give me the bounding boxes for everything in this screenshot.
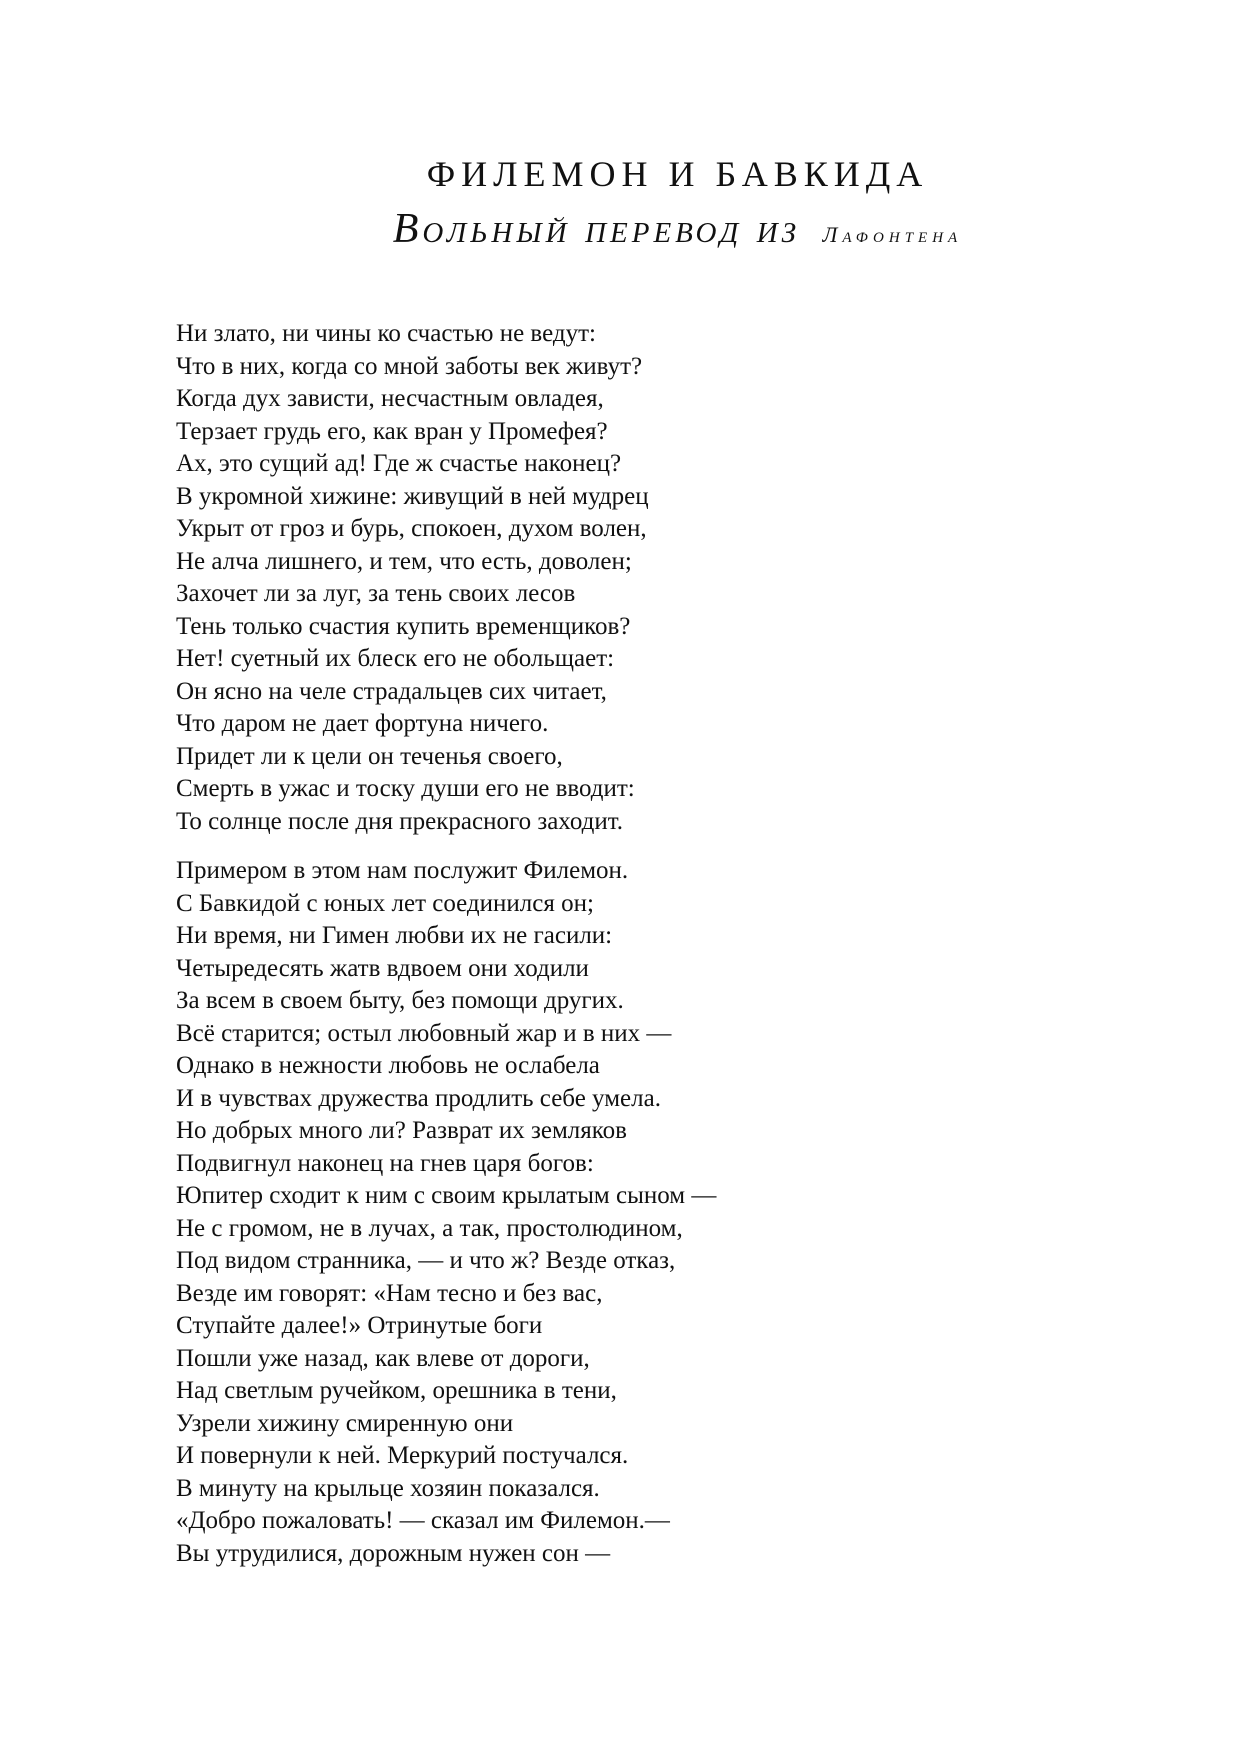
title-block: [0, 150, 1240, 260]
poem-line: Однако в нежности любовь не ослабела: [176, 1052, 600, 1079]
poem-line: Везде им говорят: «Нам тесно и без вас,: [176, 1279, 603, 1307]
poem-line: Что даром не дает фортуна ничего.: [176, 710, 549, 737]
poem-line: Не алча лишнего, и тем, что есть, доволен;: [176, 547, 632, 575]
poem-line: Пошли уже назад, как влеве от дороги,: [176, 1344, 590, 1372]
stanza-1: [176, 318, 1076, 838]
poem-line: И повернули к ней. Меркурий постучался.: [176, 1442, 629, 1469]
poem-line: Вы утрудилися, дорожным нужен сон —: [176, 1539, 611, 1567]
poem-line: Под видом странника, — и что ж? Везде отказ,: [176, 1247, 676, 1274]
poem-line: Захочет ли за луг, за тень своих лесов: [176, 580, 576, 607]
poem-line: Ступайте далее!» Отринутые боги: [176, 1312, 543, 1339]
poem-line: Не с громом, не в лучах, а так, простолюдином,: [176, 1214, 683, 1242]
subtitle-author: Лафонтена: [822, 222, 963, 247]
poem-line: И в чувствах дружества продлить себе умела.: [176, 1084, 661, 1112]
stanza-2: [176, 855, 1076, 1570]
poem-line: Придет ли к цели он теченья своего,: [176, 742, 563, 770]
poem-line: За всем в своем быту, без помощи других.: [176, 987, 624, 1014]
poem-title: ФИЛЕМОН И БАВКИДА: [426, 154, 929, 194]
poem-line: Над светлым ручейком, орешника в тени,: [176, 1377, 617, 1404]
poem-line: Юпитер сходит к ним с своим крылатым сыном —: [176, 1182, 717, 1209]
subtitle-text: Вольный перевод из: [392, 206, 800, 252]
poem-line: Ах, это сущий ад! Где ж счастье наконец?: [176, 450, 622, 477]
poem-line: Он ясно на челе страдальцев сих читает,: [176, 677, 607, 705]
poem-line: Всё старится; остыл любовный жар и в них —: [176, 1019, 672, 1047]
poem-line: В минуту на крыльце хозяин показался.: [176, 1474, 600, 1502]
poem-subtitle: [115, 204, 1240, 260]
poem-line: Что в них, когда со мной заботы век живут?: [176, 352, 643, 380]
poem-line: С Бавкидой с юных лет соединился он;: [176, 889, 594, 917]
poem-line: Укрыт от гроз и бурь, спокоен, духом волен,: [176, 515, 647, 542]
poem-line: Примером в этом нам послужит Филемон.: [176, 857, 629, 884]
poem-line: Подвигнул наконец на гнев царя богов:: [176, 1149, 594, 1177]
poem-line: В укромной хижине: живущий в ней мудрец: [176, 482, 649, 510]
poem-line: То солнце после дня прекрасного заходит.: [176, 807, 624, 835]
poem-line: Ни время, ни Гимен любви их не гасили:: [176, 922, 613, 949]
poem-line: Когда дух зависти, несчастным овладея,: [176, 385, 604, 412]
poem-line: Терзает грудь его, как вран у Промефея?: [176, 417, 608, 445]
poem-line: Ни злато, ни чины ко счастью не ведут:: [176, 320, 596, 347]
poem-line: Смерть в ужас и тоску души его не вводит:: [176, 775, 635, 802]
poem-line: Узрели хижину смиренную они: [176, 1409, 514, 1437]
poem-line: Нет! суетный их блеск его не обольщает:: [176, 645, 615, 672]
poem-line: Четыредесять жатв вдвоем они ходили: [176, 954, 589, 982]
poem-line: Но добрых много ли? Разврат их земляков: [176, 1117, 627, 1144]
poem-line: «Добро пожаловать! — сказал им Филемон.—: [176, 1507, 670, 1534]
poem-line: Тень только счастия купить временщиков?: [176, 612, 631, 640]
